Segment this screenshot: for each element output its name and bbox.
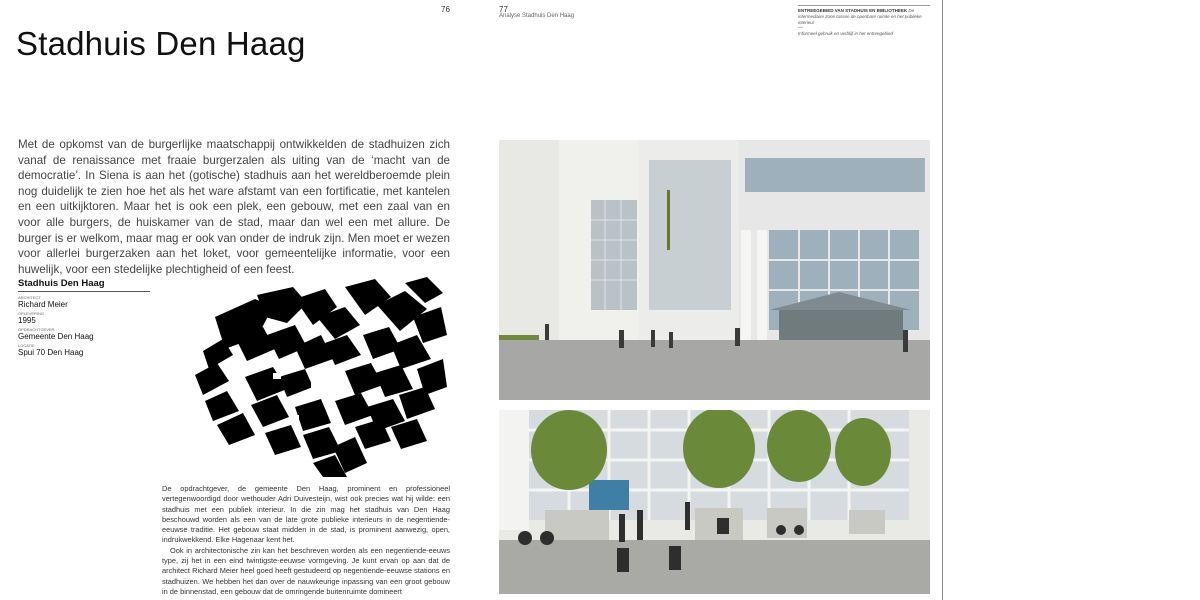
intro-paragraph: Met de opkomst van de burgerlijke maatschappij ontwikkelden de stadhuizen zich vanaf de renaissance met fraaie burgerzalen als uiting van de ‘macht van de democratie’. In Siena is aan het (gotische) stadhuis aan het wereldberoemde plein nog duidelijk te zien hoe het als het ware afstamt van een fortificatie, met kantelen en een uitkijktoren. Maar het is ook een plek, een gebouw, met een zaal van en voor alle burgers, de huiskamer van de stad, maar dan wel een met allure. De burger is er welkom, maar mag er ook van onder de indruk zijn. Men moet er wezen voor allerlei burgerzaken aan het loket, voor gemeentelijke informatie, voor een huwelijk, voor een stedelijke plechtigheid of een feest. (18, 138, 450, 276)
caption-description: De intermediaire zone tussen de openbare ruimte en het publieke interieur (798, 8, 922, 25)
page-edge-divider (942, 0, 943, 600)
right-page-subtitle: Analyse Stadhuis Den Haag (499, 13, 575, 19)
body-text (162, 484, 450, 597)
fact-item (18, 295, 150, 310)
fact-value-client: Gemeente Den Haag (18, 332, 94, 341)
left-page-number: 76 (441, 5, 450, 14)
body-paragraph-1: De opdrachtgever, de gemeente Den Haag, prominent en professioneel vertegenwoordigd door wethouder Adri Duivesteijn, wist ook precies wat hij wilde: een stadhuis met een publiek interieur. In die zin mag het stadhuis van Den Haag beschouwd worden als een van de late grote publieke interieurs in de negentiende-eeuwse traditie. Het gebouw staat midden in de stad, is prominent aanwezig, open, indrukwekkend. Elke Hagenaar kent het. (162, 484, 450, 545)
fact-label-location: LOCATIE (18, 343, 35, 348)
figure-ground-map (195, 277, 447, 477)
fact-label-completion: OPLEVERING (18, 311, 45, 316)
body-paragraph-2: Ook in architectonische zin kan het beschreven worden als een negentiende-eeuws type, zij het in een eind twintigste-eeuwse vormgeving. Je kunt ervan op aan dat de architect Richard Meier heel goed heeft gestudeerd op negentiende-eeuwse stations en stadhuizen. We hebben het dan over de nauwkeurige inpassing van een groot gebouw in de binnenstad, een gebouw dat de omringende buitenruimte domineert (162, 545, 450, 596)
facts-title: Stadhuis Den Haag (18, 278, 150, 292)
caption-dash: — (798, 25, 803, 31)
caption-heading: ENTREEGEBIED VAN STADHUIS EN BIBLIOTHEEK (798, 8, 908, 13)
project-facts (18, 278, 150, 358)
entrance-plaza-photo (499, 410, 930, 594)
fact-item (18, 311, 150, 326)
fact-value-architect: Richard Meier (18, 300, 68, 309)
caption-note: Informeel gebruik en verblijf in het entreegebied (798, 31, 894, 36)
right-page-number: 77 (499, 5, 508, 14)
photo-caption (798, 8, 930, 26)
fact-item (18, 327, 150, 342)
fact-item (18, 343, 150, 358)
photo-caption-block (798, 5, 930, 37)
city-hall-exterior-photo (499, 140, 930, 400)
fact-label-client: OPDRACHTGEVER (18, 327, 55, 332)
fact-value-location: Spui 70 Den Haag (18, 348, 84, 357)
fact-label-architect: ARCHITECT (18, 295, 41, 300)
fact-value-completion: 1995 (18, 316, 36, 325)
page-title: Stadhuis Den Haag (16, 25, 306, 62)
